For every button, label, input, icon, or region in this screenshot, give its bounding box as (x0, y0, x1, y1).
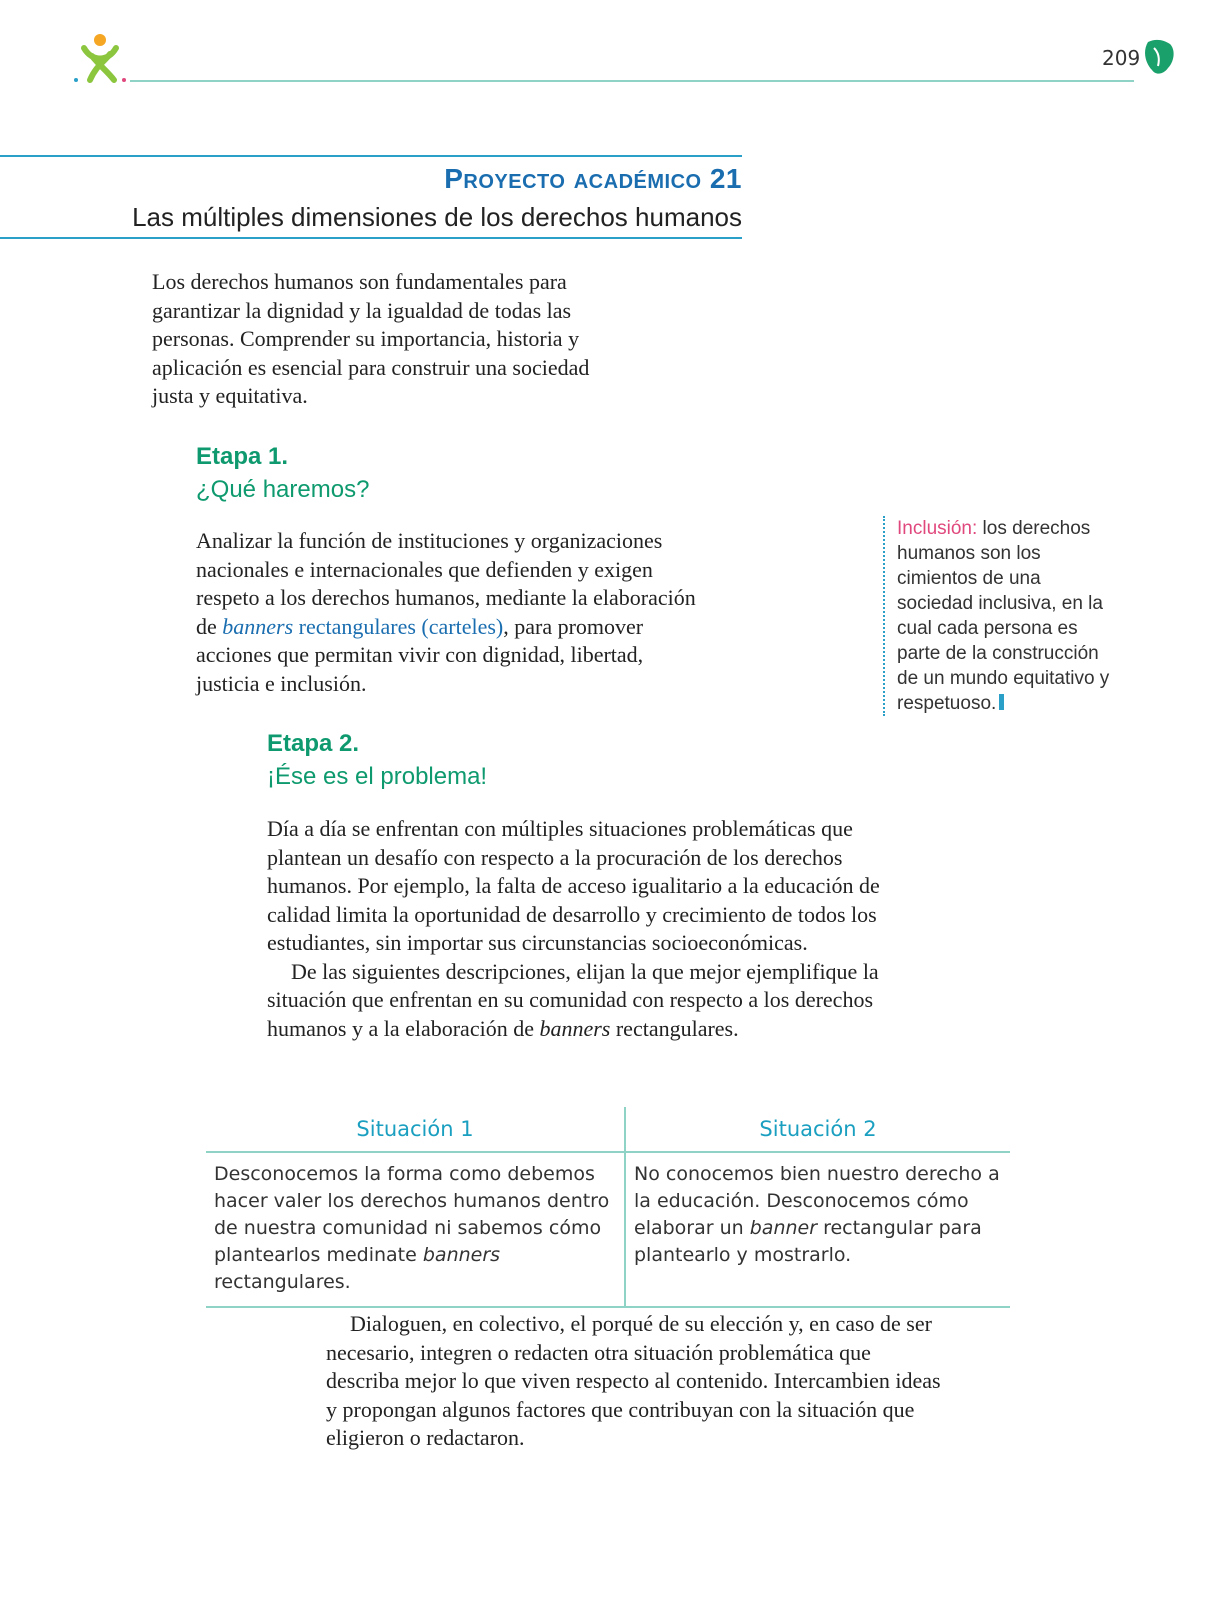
stage1-text-before: Analizar la función de instituciones y organizaciones nacionales e internacionales que defienden y exigen respeto a los derechos humanos, mediante la elaboración de (196, 528, 696, 639)
intro-paragraph: Los derechos humanos son fundamentales para garantizar la dignidad y la igualdad de todas las personas. Comprender su importancia, historia y aplicación es esencial para construir una sociedad justa y equitativa. (152, 269, 590, 408)
stage1-paragraph (196, 527, 696, 698)
situation-2-text-before: No conocemos bien nuestro derecho a la educación. Desconocemos cómo elaborar un (634, 1163, 1000, 1239)
page-number: 209 (1102, 46, 1141, 70)
stage2-p2-before: De las siguientes descripciones, elijan la que mejor ejemplifique la situación que enfrentan en su comunidad con respecto a los derechos humanos y a la elaboración de (267, 958, 879, 1041)
table-row (206, 1152, 1010, 1307)
stage2-paragraph2 (267, 958, 897, 1044)
stage2-p2-italic: banners (539, 1015, 611, 1041)
closing-paragraph: Dialoguen, en colectivo, el porqué de su elección y, en caso de ser necesario, integren o redacten otra situación problemática que describa mejor lo que viven respecto al contenido. Intercambien ideas y propongan algunos factores que contribuyan con la situación que eligieron o redactaron. (326, 1311, 941, 1450)
stage1-text-after: , para promover acciones que permitan vivir con dignidad, libertad, justicia e inclusión. (196, 613, 644, 696)
situation-2-cell (625, 1152, 1010, 1307)
situation-1-cell (206, 1152, 625, 1307)
stage2-p2-after: rectangulares. (610, 1015, 739, 1041)
situation-1-italic: banners (422, 1244, 501, 1266)
situations-table (206, 1107, 1010, 1308)
stage2-heading-block (267, 727, 487, 793)
situation-1-text-before: Desconocemos la forma como debemos hacer valer los derechos humanos dentro de nuestra comunidad ni sabemos cómo plantearlos medinate (214, 1163, 610, 1266)
banners-link-rest: rectangulares (carteles) (293, 613, 504, 639)
stage1-heading-block (196, 440, 369, 506)
table-header-situation-2: Situación 2 (625, 1107, 1010, 1152)
glossary-sidebar (883, 516, 1112, 716)
glossary-definition: los derechos humanos son los cimientos de una sociedad inclusiva, en la cual cada persona es parte de la construcción de un mundo equitativo y respetuoso. (897, 518, 1110, 714)
stage2-subheading: ¡Ése es el problema! (267, 763, 488, 790)
banners-link (222, 614, 503, 639)
project-title: Proyecto académico 21 (444, 163, 742, 194)
situation-2-text-after: rectangular para plantearlo y mostrarlo. (634, 1217, 982, 1266)
stage2-heading: Etapa 2. (267, 730, 360, 757)
glossary-term: Inclusión: (897, 518, 978, 539)
table-header-situation-1: Situación 1 (206, 1107, 625, 1152)
situation-1-text-after: rectangulares. (214, 1271, 351, 1293)
title-rule-top (0, 155, 742, 157)
stage1-heading: Etapa 1. (196, 443, 289, 470)
stage2-paragraph1: Día a día se enfrentan con múltiples situaciones problemáticas que plantean un desafío con respecto a la procuración de los derechos humanos. Por ejemplo, la falta de acceso igualitario a la educación de calidad limita la oportunidad de desarrollo y crecimiento de todos los estudiantes, sin importar sus circunstancias socioeconómicas. (267, 816, 880, 955)
banners-italic: banners (222, 613, 294, 639)
table-header-row (206, 1107, 1010, 1152)
stage1-subheading: ¿Qué haremos? (196, 476, 370, 503)
leaf-badge-icon (1142, 38, 1176, 76)
end-mark-icon (999, 694, 1004, 710)
situation-2-italic: banner (749, 1217, 818, 1239)
project-subtitle: Las múltiples dimensiones de los derechos humanos (132, 202, 742, 232)
stage2-text-block (267, 815, 897, 1043)
figure-logo-icon (70, 32, 130, 88)
title-rule-bottom (0, 237, 742, 239)
header-divider (130, 80, 1134, 82)
